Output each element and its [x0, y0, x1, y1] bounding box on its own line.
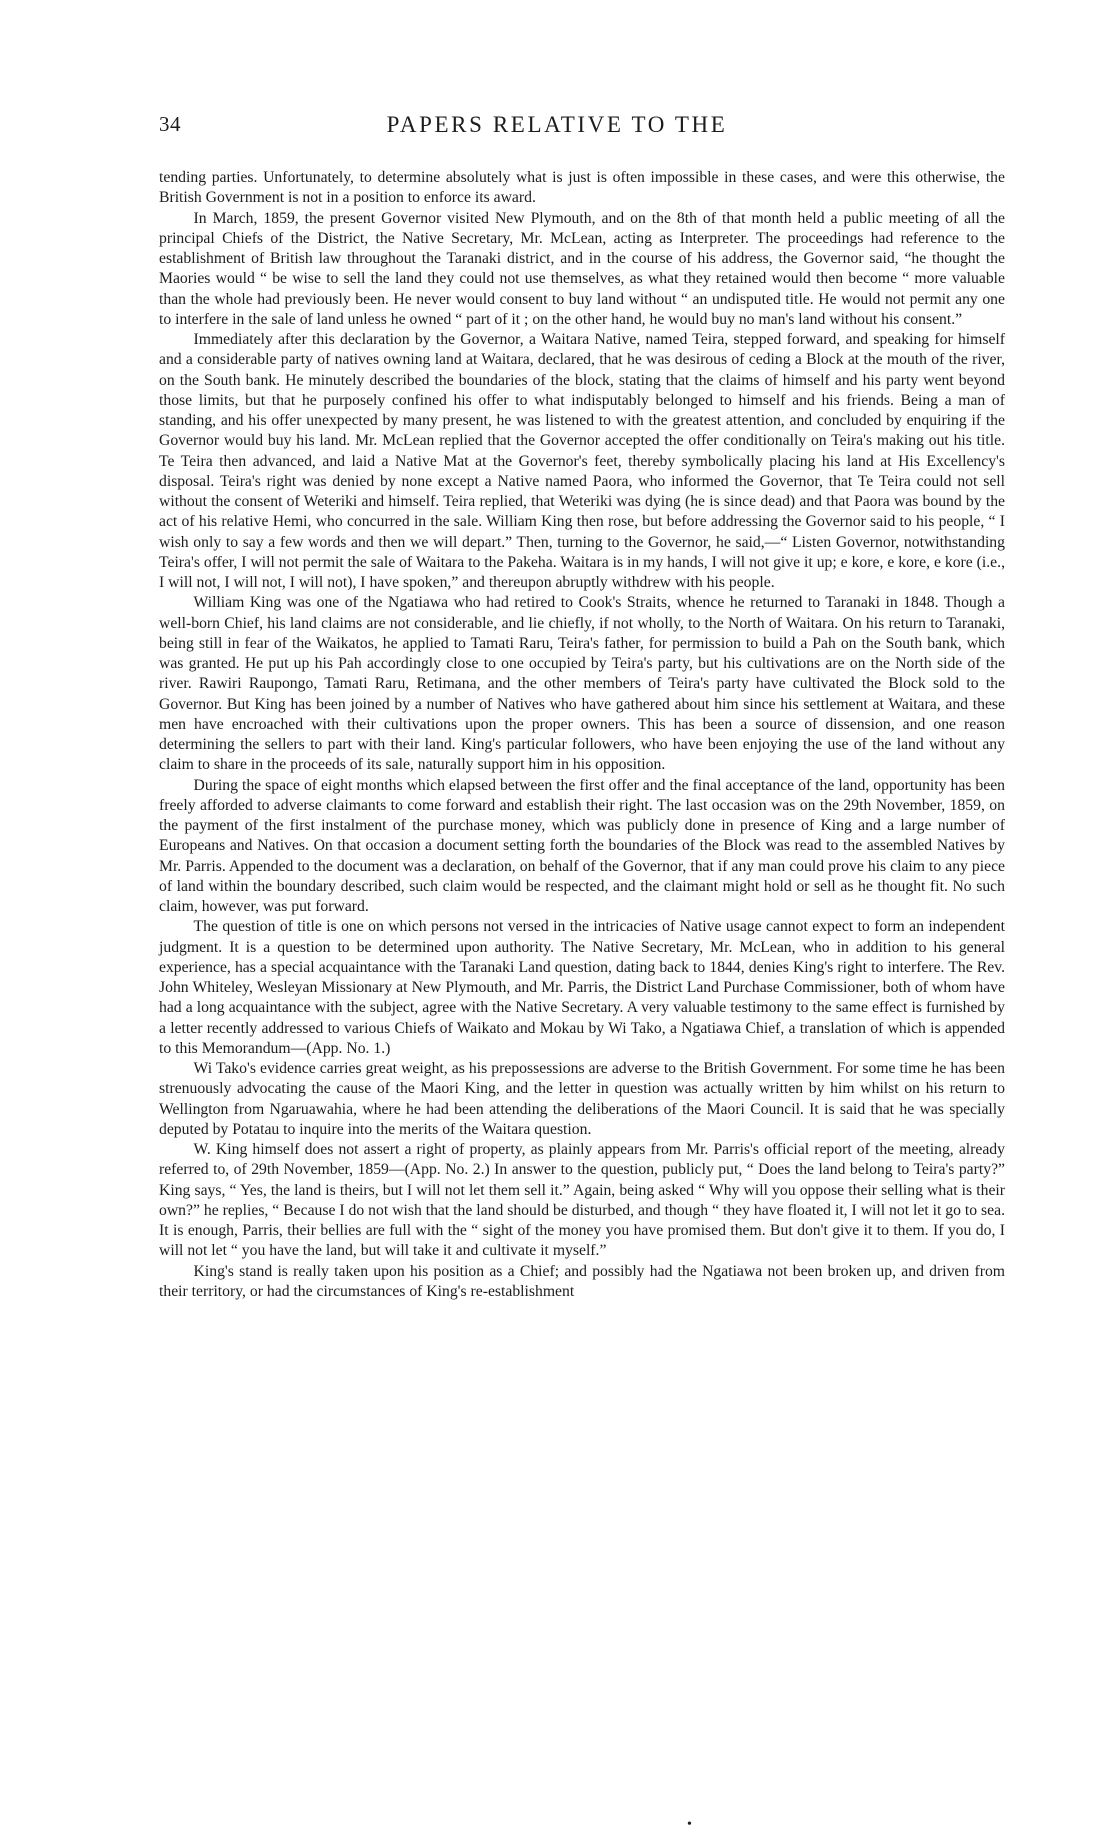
paragraph: Wi Tako's evidence carries great weight, as his prepossessions are adverse to the British Government. For some time he has been strenuously advocating the cause of the Maori King, and the letter in question was actually written by him whilst on his return to Wellington from Ngaruawahia, where he had been attending the deliberations of the Maori Council. It is said that he was specially deputed by Potatau to inquire into the merits of the Waitara question. — [159, 1060, 1005, 1138]
paragraph: In March, 1859, the present Governor visited New Plymouth, and on the 8th of that month held a public meeting of all the principal Chiefs of the District, the Native Secretary, Mr. McLean, acting as Interpreter. The proceedings had reference to the establishment of British law throughout the Taranaki district, and in the course of his address, the Governor said, “he thought the Maories would “ be wise to sell the land they could not use themselves, as what they retained would then become “ more valuable than the whole had previously been. He never would consent to buy land without “ an undisputed title. He would not permit any one to interfere in the sale of land unless he owned “ part of it ; on the other hand, he would buy no man's land without his consent.” — [159, 209, 1005, 328]
paragraph: The question of title is one on which persons not versed in the intricacies of Native usage cannot expect to form an independent judgment. It is a question to be determined upon authority. The Native Secretary, Mr. McLean, who in addition to his general experience, has a special acquaintance with the Taranaki Land question, dating back to 1844, denies King's right to interfere. The Rev. John Whiteley, Wesleyan Missionary at New Plymouth, and Mr. Parris, the District Land Purchase Commissioner, both of whom have had a long acquaintance with the subject, agree with the Native Secretary. A very valuable testimony to the same effect is furnished by a letter recently addressed to various Chiefs of Waikato and Mokau by Wi Tako, a Ngatiawa Chief, a translation of which is appended to this Memorandum—(App. No. 1.) — [159, 918, 1005, 1057]
paragraph: Immediately after this declaration by the Governor, a Waitara Native, named Teira, stepped forward, and speaking for himself and a considerable party of natives owning land at Waitara, declared, that he was desirous of ceding a Block at the mouth of the river, on the South bank. He minutely described the boundaries of the block, stating that the claims of himself and his party went beyond those limits, but that he purposely confined his offer to what indisputably belonged to himself and his friends. Being a man of standing, and his offer unexpected by many present, he was listened to with the greatest attention, and concluded by enquiring if the Governor would buy his land. Mr. McLean replied that the Governor accepted the offer conditionally on Teira's making out his title. Te Teira then advanced, and laid a Native Mat at the Governor's feet, thereby symbolically placing his land at His Excellency's disposal. Teira's right was denied by none except a Native named Paora, who informed the Governor, that Te Teira could not sell without the consent of Weteriki and himself. Teira replied, that Weteriki was dying (he is since dead) and that Paora was bound by the act of his relative Hemi, who concurred in the sale. William King then rose, but before addressing the Governor said to his people, “ I wish only to say a few words and then we will depart.” Then, turning to the Governor, he said,—“ Listen Governor, notwithstanding Teira's offer, I will not permit the sale of Waitara to the Pakeha. Waitara is in my hands, I will not give it up; e kore, e kore, e kore (i.e., I will not, I will not, I will not), I have spoken,” and thereupon abruptly withdrew with his people. — [159, 331, 1005, 591]
body-text — [159, 168, 1005, 1302]
footer-mark: • — [687, 1817, 692, 1832]
running-head-title: PAPERS RELATIVE TO THE — [386, 112, 728, 137]
paragraph: King's stand is really taken upon his position as a Chief; and possibly had the Ngatiawa not been broken up, and driven from their territory, or had the circumstances of King's re-establishment — [159, 1262, 1005, 1300]
paragraph: W. King himself does not assert a right of property, as plainly appears from Mr. Parris's official report of the meeting, already referred to, of 29th November, 1859—(App. No. 2.) In answer to the question, publicly put, “ Does the land belong to Teira's party?” King says, “ Yes, the land is theirs, but I will not let them sell it.” Again, being asked “ Why will you oppose their selling what is their own?” he replies, “ Because I do not wish that the land should be disturbed, and though “ they have floated it, I will not let it go to sea. It is enough, Parris, their bellies are full with the “ sight of the money you have promised them. But don't give it to them. If you do, I will not let “ you have the land, but will take it and cultivate it myself.” — [159, 1141, 1005, 1260]
page-number: 34 — [159, 112, 181, 136]
paragraph: During the space of eight months which elapsed between the first offer and the final acceptance of the land, opportunity has been freely afforded to adverse claimants to come forward and establish their right. The last occasion was on the 29th November, 1859, on the payment of the first instalment of the purchase money, which was publicly done in presence of King and a large number of Europeans and Natives. On that occasion a document setting forth the boundaries of the Block was read to the assembled Natives by Mr. Parris. Appended to the document was a declaration, on behalf of the Governor, that if any man could prove his claim to any piece of land within the boundary described, such claim would be respected, and the claimant might hold or sell as he thought fit. No such claim, however, was put forward. — [159, 776, 1005, 915]
paragraph-continuation: tending parties. Unfortunately, to determine absolutely what is just is often impossible in these cases, and were this otherwise, the British Government is not in a position to enforce its award. — [159, 169, 1005, 207]
paragraph: William King was one of the Ngatiawa who had retired to Cook's Straits, whence he returned to Taranaki in 1848. Though a well-born Chief, his land claims are not considerable, and lie chiefly, if not wholly, to the North of Waitara. On his return to Taranaki, being still in fear of the Waikatos, he applied to Tamati Raru, Teira's father, for permission to build a Pah on the South bank, which was granted. He put up his Pah accordingly close to one occupied by Teira's party, but his cultivations are on the North side of the river. Rawiri Raupongo, Tamati Raru, Retimana, and the other members of Teira's party have cultivated the Block sold to the Governor. But King has been joined by a number of Natives who have gathered about him since his settlement at Waitara, and these men have encroached with their cultivations upon the proper owners. This has been a source of dissension, and one reason determining the sellers to part with their land. King's particular followers, who have been enjoying the use of the land without any claim to share in the proceeds of its sale, naturally support him in his opposition. — [159, 594, 1005, 774]
